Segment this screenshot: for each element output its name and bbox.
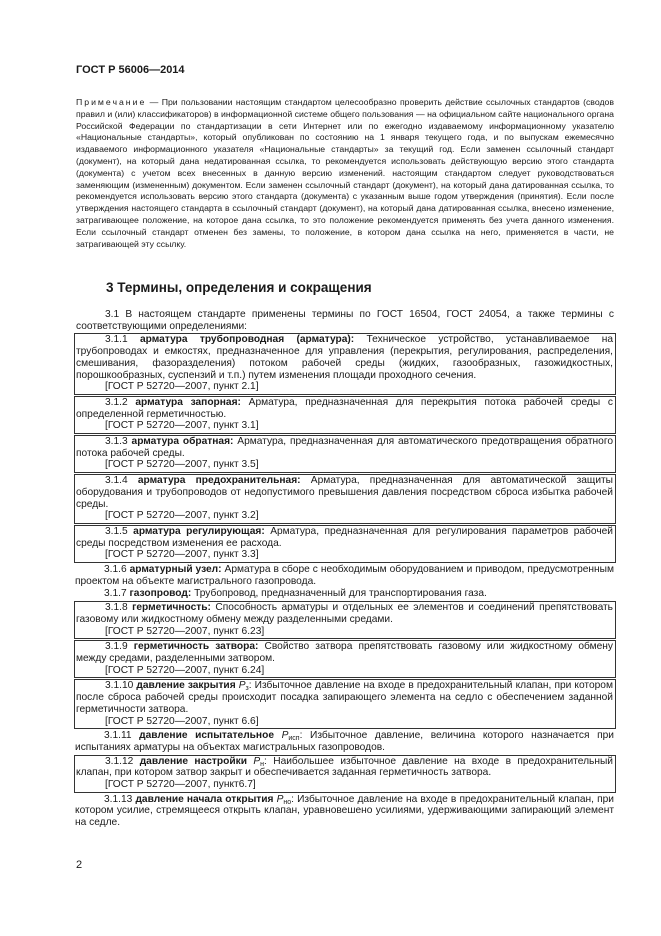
term-symbol: P: [281, 730, 289, 742]
term-number: 3.1.5: [105, 525, 134, 537]
document-header: ГОСТ Р 56006—2014: [76, 64, 185, 76]
term-source: [ГОСТ Р 52720—2007, пункт6.7]: [105, 779, 256, 791]
term-symbol-subscript: исп: [288, 735, 300, 743]
term-source: [ГОСТ Р 52720—2007, пункт 3.3]: [105, 549, 259, 561]
term-name: давление закрытия: [136, 680, 236, 692]
term-definition: : Наибольшее избыточное давление на входе в предохранительный клапан, при котором затвор закрыт и обеспечивается заданная герметичность затвора.: [76, 755, 613, 779]
term-source: [ГОСТ Р 52720—2007, пункт 3.1]: [105, 420, 259, 432]
term-number: 3.1.2: [105, 396, 136, 408]
term-name: арматура обратная:: [131, 436, 234, 448]
term-text: [76, 756, 613, 779]
term-text: [76, 680, 613, 715]
term-source: [ГОСТ Р 52720—2007, пункт 3.5]: [105, 459, 259, 471]
term-definition: Трубопровод, предназначенный для транспортирования газа.: [191, 588, 487, 600]
term-text: [76, 397, 613, 420]
term-symbol-subscript: з: [245, 685, 249, 693]
term-number: 3.1.7: [104, 588, 130, 600]
term-name: герметичность затвора:: [133, 641, 259, 653]
page-number: 2: [76, 859, 83, 871]
term-entry: [74, 396, 616, 434]
term-number: 3.1.13: [104, 793, 136, 805]
term-definition: Арматура, предназначенная для автоматической защиты оборудования и трубопроводов от недопустимого превышения давления посредством сброса избытка рабочей среды.: [76, 475, 613, 510]
term-number: 3.1.3: [105, 436, 132, 448]
term-symbol: P: [276, 793, 284, 805]
term-name: давление начала открытия: [135, 793, 274, 805]
term-entry: [74, 525, 616, 563]
term-definition: Арматура, предназначенная для регулирования параметров рабочей среды посредством изменения ее расхода.: [76, 525, 613, 549]
term-definition: : Избыточное давление на входе в предохранительный клапан, при котором после сброса рабочей среды происходит посадка запирающего элемента на седло с обеспечением заданной герметичности затвора.: [76, 680, 613, 715]
term-text: [76, 334, 613, 381]
term-number: 3.1.12: [105, 755, 140, 767]
term-text: [75, 564, 614, 587]
note-label: Примечание: [76, 97, 147, 107]
term-entry: [74, 333, 616, 395]
section-title: 3 Термины, определения и сокращения: [106, 280, 372, 295]
term-name: арматура трубопроводная (арматура):: [140, 334, 355, 346]
term-number: 3.1.6: [104, 564, 130, 576]
term-name: давление испытательное: [139, 730, 274, 742]
term-symbol: P: [238, 680, 246, 692]
term-number: 3.1.1: [105, 334, 141, 346]
term-entry: [74, 730, 616, 753]
term-number: 3.1.8: [105, 602, 133, 614]
term-entry: [74, 588, 616, 600]
term-definition: Арматура, предназначенная для автоматического предотвращения обратного потока рабочей среды.: [76, 436, 613, 459]
term-symbol-subscript: но: [283, 798, 292, 806]
term-source: [ГОСТ Р 52720—2007, пункт 6.23]: [105, 625, 265, 637]
term-number: 3.1.9: [105, 641, 134, 653]
term-source: [ГОСТ Р 52720—2007, пункт 3.2]: [105, 510, 259, 522]
section-body: [76, 309, 614, 829]
term-source: [ГОСТ Р 52720—2007, пункт 6.24]: [105, 664, 265, 676]
term-name: арматура запорная:: [135, 396, 241, 408]
term-text: [76, 475, 613, 510]
term-text: [75, 794, 614, 829]
term-name: арматура регулирующая:: [133, 525, 265, 537]
term-definition: Арматура в сборе с необходимым оборудованием и приводом, предусмотренным проектом на объекте магистрального газопровода.: [75, 564, 614, 587]
term-entry: [74, 601, 616, 639]
term-symbol-subscript: н: [260, 760, 265, 768]
term-entry: [74, 640, 616, 678]
term-name: арматура предохранительная:: [137, 475, 301, 487]
term-name: давление настройки: [139, 755, 247, 767]
term-definition: : Избыточное давление на входе в предохранительный клапан, при котором усилие, стремящееся открыть клапан, уравновешено усилиями, удерживающими запирающий элемент на седле.: [75, 793, 614, 829]
term-name: газопровод:: [129, 588, 192, 600]
term-number: 3.1.11: [104, 730, 140, 742]
term-text: [76, 641, 613, 664]
term-entry: [74, 679, 616, 729]
term-source: [ГОСТ Р 52720—2007, пункт 2.1]: [105, 381, 259, 393]
term-name: арматурный узел:: [129, 564, 222, 576]
term-text: [76, 436, 613, 459]
term-definition: Способность арматуры и отдельных ее элементов и соединений препятствовать газовому или жидкостному обмену между разделенными средами.: [76, 602, 613, 625]
term-text: [75, 588, 614, 600]
term-source: [ГОСТ Р 52720—2007, пункт 6.6]: [105, 715, 259, 727]
term-entry: [74, 564, 616, 587]
term-definition: Арматура, предназначенная для перекрытия потока рабочей среды с определенной герметичностью.: [76, 396, 613, 420]
reference-note: [76, 97, 614, 250]
term-text: [76, 602, 613, 625]
term-text: [75, 730, 614, 753]
term-text: [76, 526, 613, 549]
note-text: — При пользовании настоящим стандартом целесообразно проверить действие ссылочных стандартов (сводов правил и (или) классификаторов) в информационной системе общего пользования — на официальном сайте национального органа Российской Федерации по стандартизации в сети Интернет или по ежегодно издаваемому информационному указателю «Национальные стандарты», который опубликован по состоянию на 1 января текущего года, и по выпускам ежемесячно издаваемого информационного указателя «Национальные стандарты» за текущий год. Если заменен ссылочный стандарт (документ), на который дана недатированная ссылка, то рекомендуется использовать действующую версию этого стандарта (документа) с учетом всех внесенных в данную версию изменений. настоящим стандартом следует руководствоваться заменяющим (измененным) документом. Если заменен ссылочный стандарт (документ), на который дана датированная ссылка, то рекомендуется использовать версию этого стандарта (документа) с указанным выше годом утверждения (принятия). Если после утверждения настоящего стандарта в ссылочный стандарт (документ), на который дана датированная ссылка, внесено изменение, затрагивающее положение, на которое дана ссылка, то это положение рекомендуется применять без учета данного изменения. Если ссылочный стандарт отменен без замены, то положение, в котором дана ссылка на него, применяется в части, не затрагивающей эту ссылку.: [76, 97, 614, 249]
term-entry: [74, 435, 616, 473]
term-symbol: P: [253, 755, 261, 767]
term-definition: Техническое устройство, устанавливаемое на трубопроводах и емкостях, предназначенное для управления (перекрытия, регулирования, распределения, смешивания, фазоразделения) потоком рабочей среды (жидких, газообразных, газожидкостных, порошкообразных, суспензий и т.п.) путем изменения площади проходного сечения.: [76, 334, 613, 381]
intro-paragraph: 3.1 В настоящем стандарте применены термины по ГОСТ 16504, ГОСТ 24054, а также термины с соответствующими определениями:: [76, 309, 614, 332]
term-entry: [74, 474, 616, 524]
term-entry: [74, 794, 616, 829]
term-definition: : Избыточное давление, величина которого назначается при испытаниях арматуры на объектах магистральных газопроводов.: [75, 730, 614, 753]
term-name: герметичность:: [132, 602, 211, 614]
term-number: 3.1.10: [105, 680, 137, 692]
term-definition: Свойство затвора препятствовать газовому или жидкостному обмену между средами, разделенными затвором.: [76, 641, 613, 664]
term-number: 3.1.4: [105, 475, 138, 487]
term-entry: [74, 755, 616, 793]
